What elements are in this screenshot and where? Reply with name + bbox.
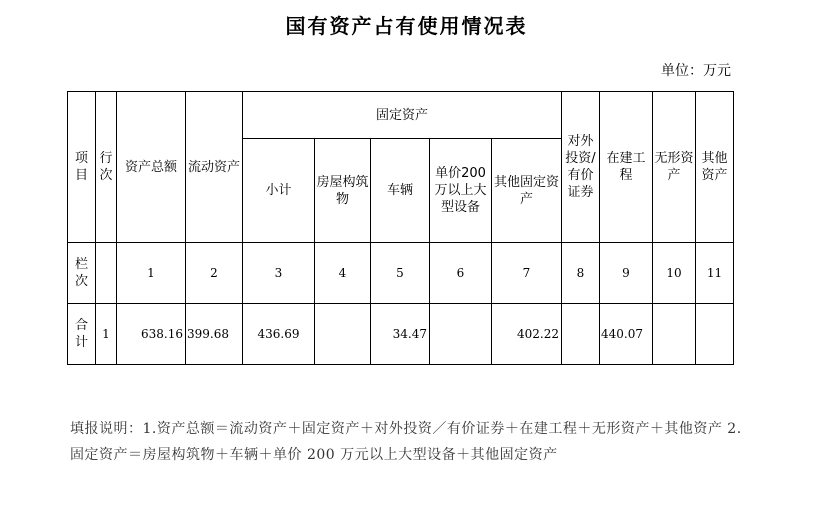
column-index-cell: 10	[653, 243, 696, 304]
header-total-assets: 资产总额	[117, 92, 186, 243]
column-index-cell: 5	[371, 243, 430, 304]
filling-note: 填报说明：1.资产总额＝流动资产＋固定资产＋对外投资／有价证券＋在建工程＋无形资产＋其他资产 2.固定资产＝房屋构筑物＋车辆＋单价 200 万元以上大型设备＋其他固定资产	[70, 421, 742, 463]
header-investment: 对外投资/有价证券	[562, 92, 600, 243]
header-other-assets: 其他资产	[696, 92, 734, 243]
total-row-no: 1	[96, 304, 117, 365]
other-fixed-value: 402.22	[492, 304, 562, 365]
investment-value	[562, 304, 600, 365]
header-other-fixed: 其他固定资产	[492, 139, 562, 243]
header-intangible: 无形资产	[653, 92, 696, 243]
page-title: 国有资产占有使用情况表	[285, 14, 528, 38]
total-assets-value: 638.16	[117, 304, 186, 365]
column-index-cell: 8	[562, 243, 600, 304]
column-index-cell: 6	[430, 243, 492, 304]
column-index-cell: 2	[186, 243, 243, 304]
header-row-no: 行次	[96, 92, 117, 243]
column-index-cell: 11	[696, 243, 734, 304]
column-index-cell: 7	[492, 243, 562, 304]
header-subtotal: 小计	[243, 139, 315, 243]
unit-label: 单位：万元	[661, 63, 731, 79]
other-assets-value	[696, 304, 734, 365]
total-row-label: 合计	[68, 304, 96, 365]
vehicles-value: 34.47	[371, 304, 430, 365]
header-buildings: 房屋构筑物	[315, 139, 371, 243]
buildings-value	[315, 304, 371, 365]
construction-value: 440.07	[600, 304, 653, 365]
column-index-label: 栏次	[68, 243, 96, 304]
column-index-row-no	[96, 243, 117, 304]
intangible-value	[653, 304, 696, 365]
header-current-assets: 流动资产	[186, 92, 243, 243]
column-index-cell: 3	[243, 243, 315, 304]
current-assets-value: 399.68	[186, 304, 243, 365]
header-large-equipment: 单价200万以上大型设备	[430, 139, 492, 243]
subtotal-value: 436.69	[243, 304, 315, 365]
large-equipment-value	[430, 304, 492, 365]
header-item: 项目	[68, 92, 96, 243]
asset-table	[67, 91, 734, 365]
column-index-cell: 4	[315, 243, 371, 304]
column-index-cell: 1	[117, 243, 186, 304]
header-construction: 在建工程	[600, 92, 653, 243]
header-vehicles: 车辆	[371, 139, 430, 243]
header-fixed-assets: 固定资产	[243, 92, 562, 139]
column-index-cell: 9	[600, 243, 653, 304]
